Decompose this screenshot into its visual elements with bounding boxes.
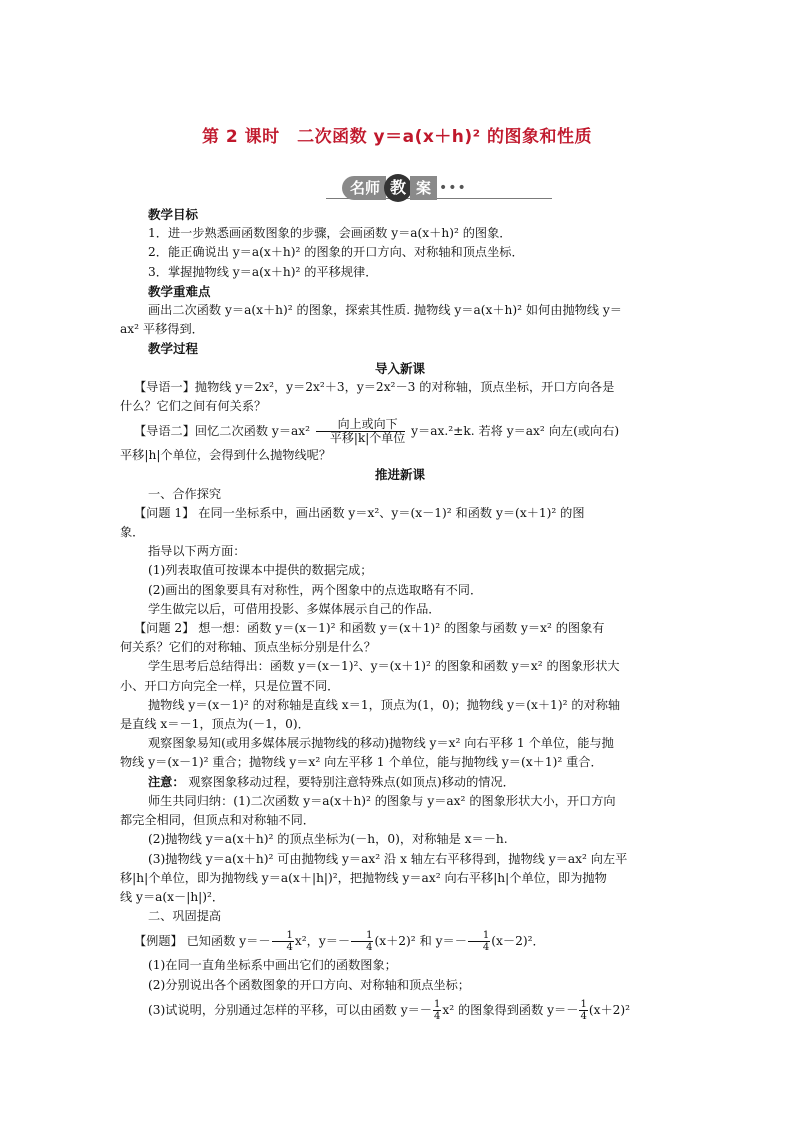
guide-two-pre: 【导语二】回忆二次函数 y＝ax² (134, 424, 311, 439)
banner-label-3: 案 (410, 176, 437, 200)
example-mid-2: (x＋2)² 和 y＝－ (374, 934, 467, 949)
page-title: 第 2 课时 二次函数 y＝a(x＋h)² 的图象和性质 (201, 127, 593, 147)
summary-point-3-end: 线 y＝a(x－|h|)²． (120, 889, 225, 904)
key-text-cont: ax² 平移得到． (120, 322, 204, 337)
banner-label-2: 教 (384, 174, 412, 202)
new-lesson-heading: 推进新课 (374, 467, 425, 483)
observation-cont: 物线 y＝(x－1)² 重合；抛物线 y＝x² 向左平移 1 个单位，能与抛物线 y＝(x＋1)² 重合． (120, 755, 603, 770)
arrow-top-label: 向上或向下 (316, 418, 405, 432)
summary-point-3: (3)抛物线 y＝a(x＋h)² 可由抛物线 y＝ax² 沿 x 轴左右平移得到，抛物线 y＝ax² 向左平 (148, 851, 628, 866)
guide-two (120, 416, 680, 446)
arrow-bottom-label: 平移|k|个单位 (329, 431, 406, 446)
fraction-denominator: 4 (482, 942, 490, 954)
intro-heading: 导入新课 (374, 360, 425, 376)
fraction-denominator: 4 (433, 1010, 441, 1022)
summary-point-3-cont: 移|h|个单位，即为抛物线 y＝a(x＋|h|)²，把抛物线 y＝ax² 向右平移|h|个单位，即为抛物 (120, 870, 607, 885)
axis-statement: 抛物线 y＝(x－1)² 的对称轴是直线 x＝1，顶点为(1，0)；抛物线 y＝(x＋1)² 的对称轴 (148, 697, 621, 712)
example-part-2: (2)分别说出各个函数图象的开口方向、对称轴和顶点坐标； (148, 977, 470, 992)
observation: 观察图象易知(或用多媒体展示抛物线的移动)抛物线 y＝x² 向右平移 1 个单位，能与抛 (148, 736, 614, 751)
fraction-denominator: 4 (580, 1010, 587, 1022)
lesson-content (120, 205, 680, 1025)
example-part-3 (120, 995, 680, 1025)
fraction (433, 999, 441, 1022)
guide-two-aspects: 指导以下两方面： (148, 544, 246, 559)
summary: 师生共同归纳：(1)二次函数 y＝a(x＋h)² 的图象与 y＝ax² 的图象形状大小，开口方向 (148, 793, 616, 808)
example-part-3-end: (x＋2)² (588, 1002, 631, 1017)
fraction (468, 930, 490, 953)
summary-cont: 都完全相同，但顶点和对称轴不同． (120, 813, 315, 828)
question-one-cont: 象． (120, 525, 145, 540)
translation-arrow (316, 418, 405, 445)
question-two: 【问题 2】 想一想：函数 y＝(x－1)² 和函数 y＝(x＋1)² 的图象与函数 y＝x² 的图象有 (134, 621, 605, 636)
question-two-cont: 何关系？它们的对称轴、顶点坐标分别是什么？ (120, 640, 376, 655)
guide-point-2: (2)画出的图象要具有对称性，两个图象中的点选取略有不同． (148, 582, 483, 597)
guide-two-post: y＝ax.²±k. 若将 y＝ax² 向左(或向右) (411, 424, 620, 439)
fraction (272, 930, 294, 953)
section-two: 二、巩固提高 (148, 909, 222, 924)
example-part-3-pre: (3)试说明，分别通过怎样的平移，可以由函数 y＝－ (148, 1002, 432, 1017)
fraction-numerator: 1 (433, 998, 441, 1010)
teacher-plan-banner (342, 176, 467, 200)
objective-item: 3．掌握抛物线 y＝a(x＋h)² 的平移规律． (148, 264, 378, 279)
student-work: 学生做完以后，可借用投影、多媒体展示自己的作品． (148, 601, 441, 616)
fraction-numerator: 1 (272, 930, 294, 942)
example-part-1: (1)在同一直角坐标系中画出它们的函数图象； (148, 958, 397, 973)
example-mid-1: x²，y＝－ (294, 934, 351, 949)
note-text: 观察图象移动过程，要特别注意特殊点(如顶点)移动的情况． (184, 774, 515, 789)
question-one: 【问题 1】 在同一坐标系中，画出函数 y＝x²、y＝(x－1)² 和函数 y＝(x＋1)² 的图 (134, 505, 585, 520)
summary-point-2: (2)抛物线 y＝a(x＋h)² 的顶点坐标为(－h，0)，对称轴是 x＝－h. (148, 832, 508, 847)
fraction (579, 999, 587, 1022)
axis-statement-cont: 是直线 x＝－1，顶点为(－1，0)． (120, 717, 310, 732)
objectives-heading: 教学目标 (148, 207, 199, 222)
note-label: 注意： (148, 774, 185, 789)
banner-label-1: 名师 (342, 176, 386, 200)
guide-one-cont: 什么？它们之间有何关系？ (120, 399, 267, 414)
fraction (351, 930, 373, 953)
fraction-numerator: 1 (580, 998, 587, 1010)
example-end: (x－2)²． (491, 934, 545, 949)
fraction-numerator: 1 (351, 930, 373, 942)
guide-two-cont: 平移|h|个单位，会得到什么抛物线呢？ (120, 448, 332, 463)
key-heading: 教学重难点 (148, 283, 211, 299)
process-heading: 教学过程 (148, 341, 199, 357)
section-one: 一、合作探究 (148, 486, 222, 501)
note (120, 773, 680, 792)
example (120, 926, 680, 956)
think-summary-cont: 小、开口方向完全一样，只是位置不同． (120, 678, 340, 693)
think-summary: 学生思考后总结得出：函数 y＝(x－1)²、y＝(x＋1)² 的图象和函数 y＝x² 的图象形状大 (148, 659, 620, 674)
fraction-numerator: 1 (468, 930, 490, 942)
example-pre: 【例题】 已知函数 y＝－ (134, 934, 271, 949)
banner-dots: ••• (439, 180, 467, 196)
fraction-denominator: 4 (286, 942, 293, 954)
fraction-denominator: 4 (366, 942, 373, 954)
objective-item: 1．进一步熟悉画函数图象的步骤，会画函数 y＝a(x＋h)² 的图象． (148, 226, 512, 241)
guide-one: 【导语一】抛物线 y＝2x²，y＝2x²＋3，y＝2x²－3 的对称轴，顶点坐标，开口方向各是 (134, 379, 615, 394)
example-part-3-mid: x² 的图象得到函数 y＝－ (442, 1002, 579, 1017)
key-text: 画出二次函数 y＝a(x＋h)² 的图象，探索其性质. 抛物线 y＝a(x＋h)² 如何由抛物线 y＝ (148, 303, 622, 318)
guide-point-1: (1)列表取值可按课本中提供的数据完成； (148, 563, 373, 578)
objective-item: 2．能正确说出 y＝a(x＋h)² 的图象的开口方向、对称轴和顶点坐标． (148, 245, 524, 260)
